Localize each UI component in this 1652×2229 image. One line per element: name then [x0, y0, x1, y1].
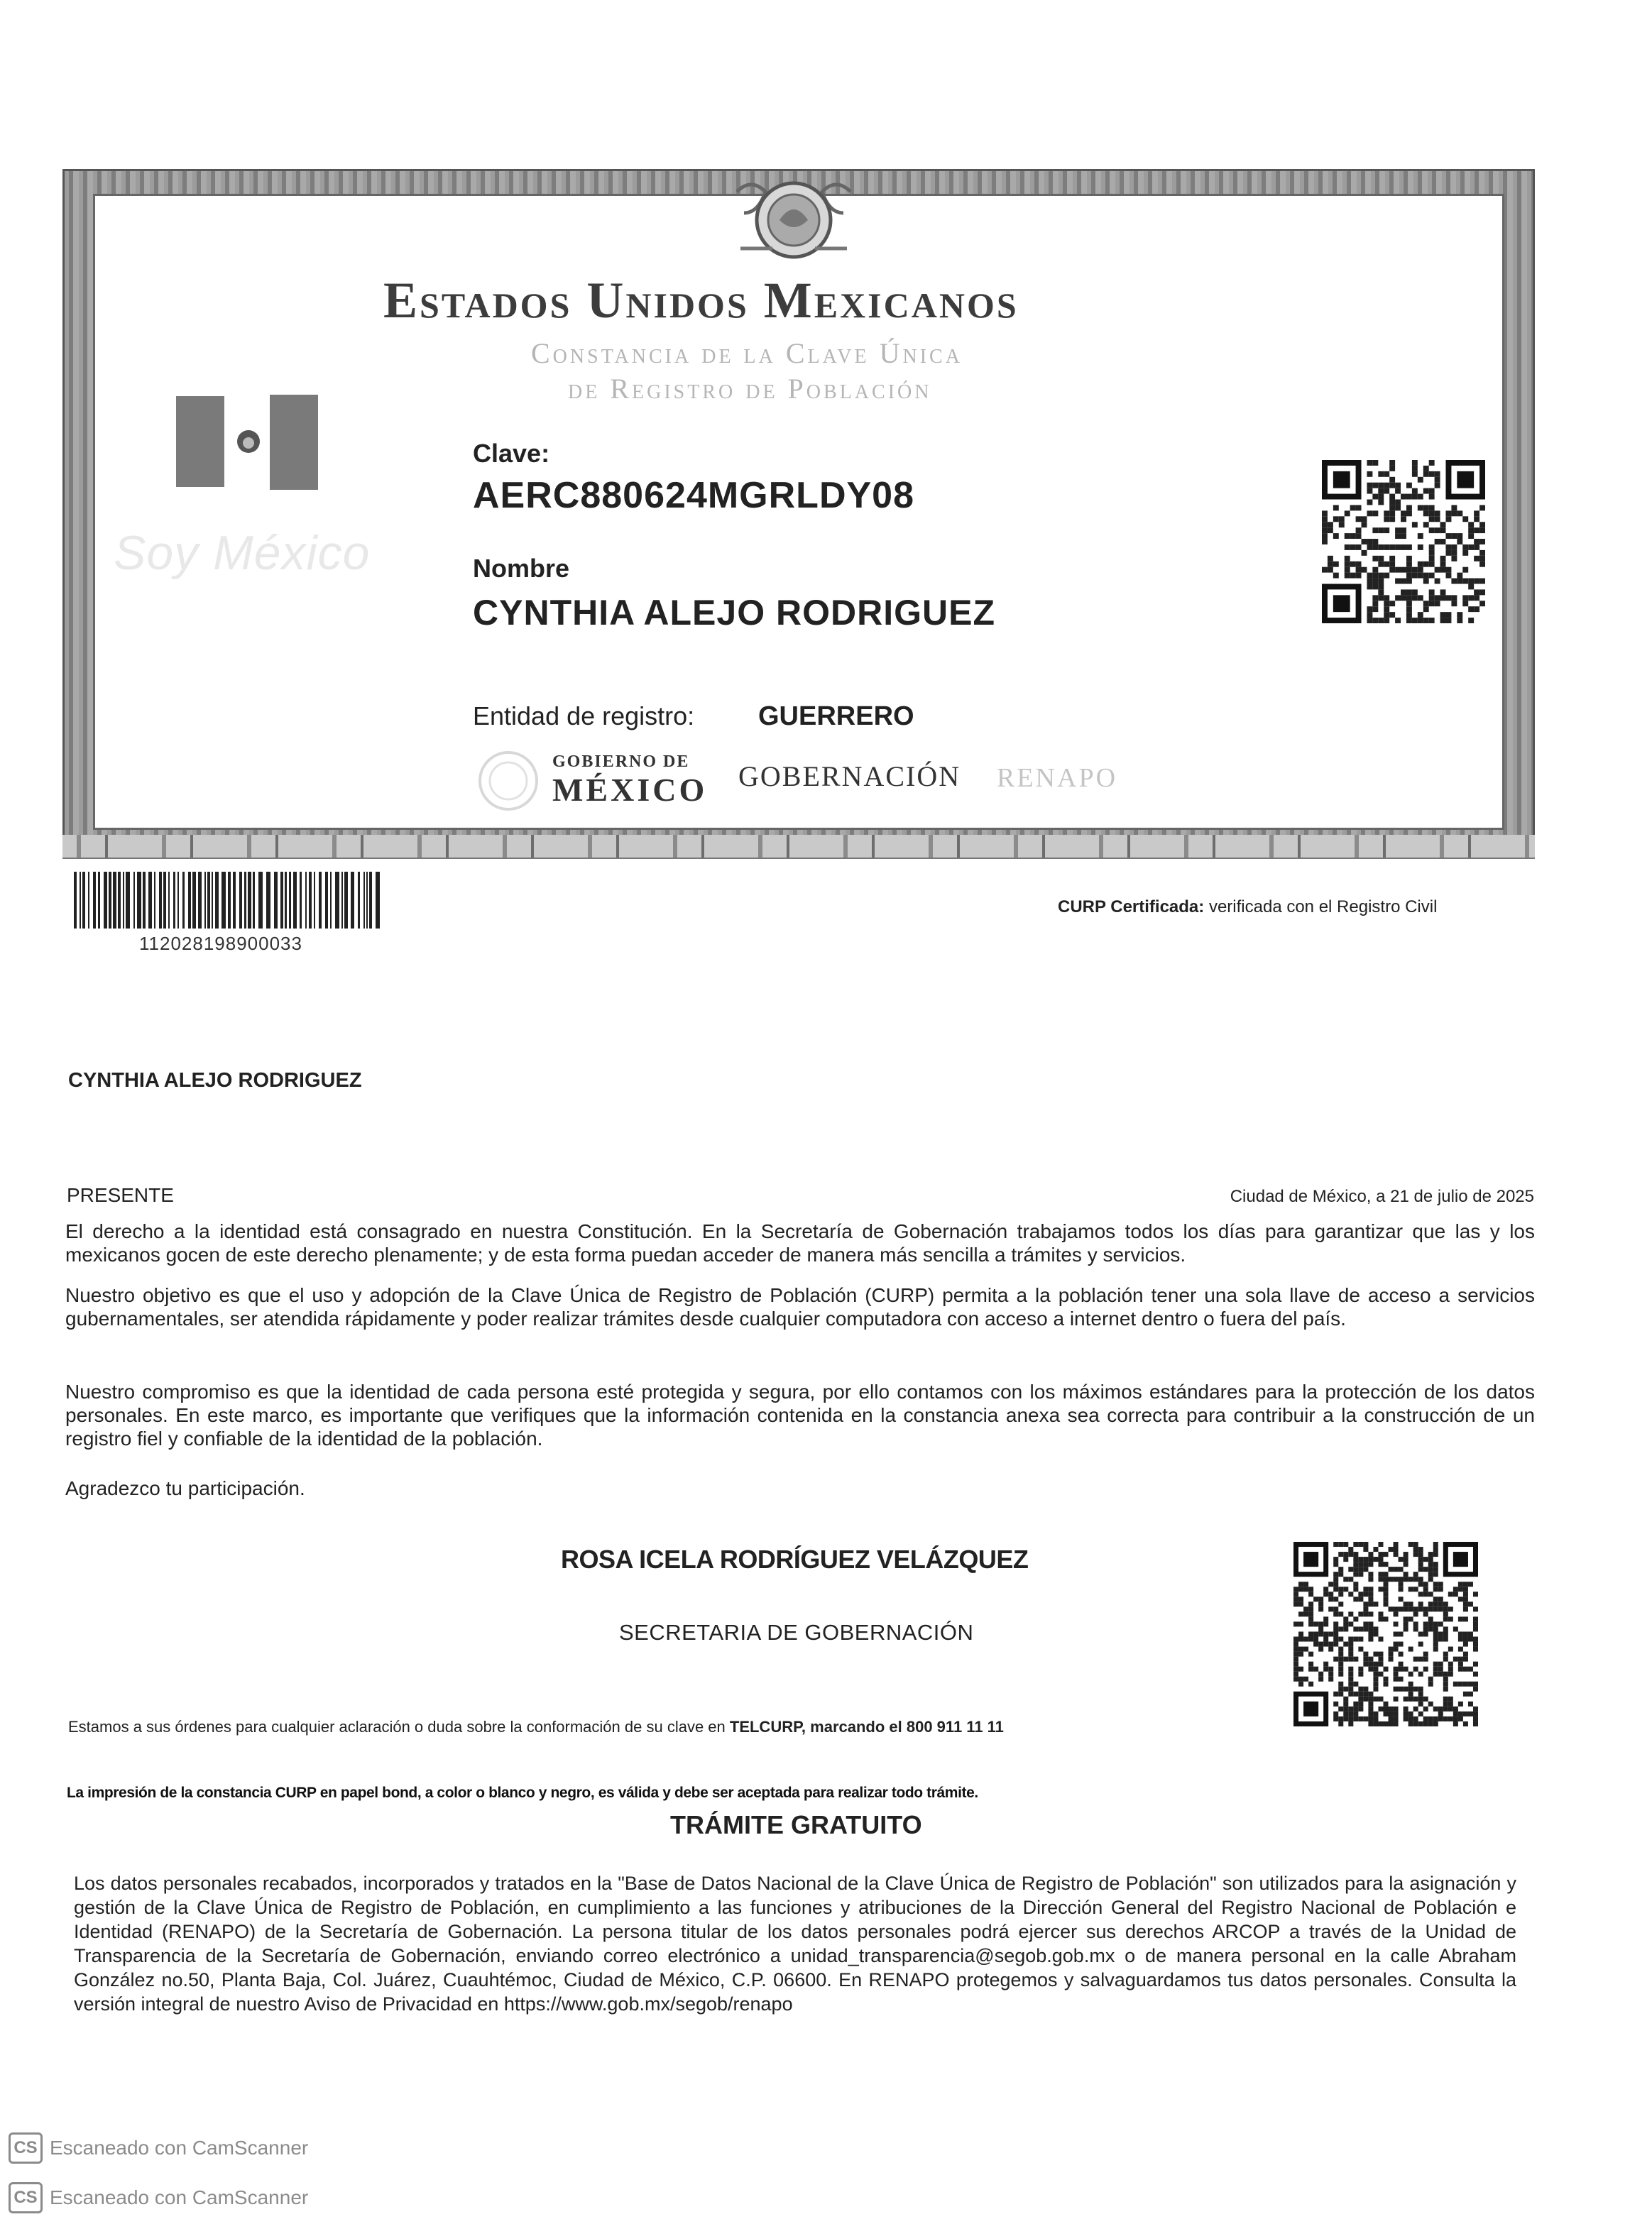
letter-date: Ciudad de México, a 21 de julio de 2025: [1230, 1187, 1534, 1206]
camscanner-watermark-2: [9, 2182, 308, 2213]
letter-addressee: CYNTHIA ALEJO RODRIGUEZ: [68, 1069, 362, 1092]
curp-certified-bold: CURP Certificada:: [1058, 897, 1205, 916]
qr-code-icon: [1322, 460, 1485, 623]
letter-paragraph-3: Nuestro compromiso es que la identidad de cada persona esté protegida y segura, por ello contamos con los máximos estándares para la protección de los datos personales. En este marco, es importante que verifiques que la información contenida en la constancia anexa sea correcta para contribuir a la construcción de un registro fiel y confiable de la identidad de la población.: [65, 1381, 1535, 1450]
telcurp-bold: TELCURP, marcando el 800 911 11 11: [729, 1718, 1004, 1736]
gobernacion-logo: GOBERNACIÓN: [738, 760, 961, 792]
barcode-number: 112028198900033: [139, 933, 302, 954]
letter-paragraph-4: Agradezco tu participación.: [65, 1477, 305, 1499]
certificate-title: Estados Unidos Mexicanos: [383, 272, 1019, 329]
telcurp-note: [68, 1718, 1004, 1736]
gobierno-emblem-icon: [474, 747, 542, 815]
certificate-bottom-strip: [62, 835, 1535, 859]
bond-notice: La impresión de la constancia CURP en papel bond, a color o blanco y negro, es válida y debe ser aceptada para realizar todo trámite.: [67, 1785, 978, 1801]
clave-label: Clave:: [473, 439, 550, 468]
nombre-value: CYNTHIA ALEJO RODRIGUEZ: [473, 593, 995, 632]
curp-certified-text: verificada con el Registro Civil: [1204, 897, 1438, 916]
camscanner-watermark-1: [9, 2132, 308, 2164]
camscanner-text-1: Escaneado con CamScanner: [50, 2137, 309, 2159]
clave-value: AERC880624MGRLDY08: [473, 475, 915, 516]
renapo-logo: RENAPO: [997, 763, 1118, 793]
barcode-icon: [74, 872, 381, 929]
privacy-notice: Los datos personales recabados, incorporados y tratados en la "Base de Datos Nacional de la Clave Única de Registro de Población" son utilizados para la asignación y gestión de la Clave Única de Registro de Población, en cumplimiento a las funciones y atribuciones de la Dirección General del Registro Nacional de Población e Identidad (RENAPO) de la Secretaría de Gobernación. La persona titular de los datos personales podrá ejercer sus derechos ARCOP a través de la Unidad de Transparencia de la Secretaría de Gobernación, enviando correo electrónico a unidad_transparencia@segob.gob.mx o de manera personal en la calle Abraham González no.50, Planta Baja, Col. Juárez, Cuauhtémoc, Ciudad de México, C.P. 06600. En RENAPO protegemos y salvaguardamos tus datos personales. Consulta la versión integral de nuestro Aviso de Privacidad en https://www.gob.mx/segob/renapo: [74, 1873, 1516, 2015]
camscanner-icon: CS: [9, 2182, 43, 2213]
nombre-label: Nombre: [473, 554, 570, 583]
curp-certified-note: [1058, 897, 1437, 917]
qr-code-secondary-icon: [1293, 1542, 1478, 1726]
certificate-subtitle-1: Constancia de la Clave Única: [531, 337, 963, 369]
signer-name: ROSA ICELA RODRÍGUEZ VELÁZQUEZ: [561, 1545, 1029, 1574]
telcurp-text: Estamos a sus órdenes para cualquier aclaración o duda sobre la conformación de su clave en: [68, 1718, 730, 1736]
flag-emblem-icon: [233, 426, 264, 457]
entidad-value: GUERRERO: [758, 701, 914, 731]
signer-role: SECRETARIA DE GOBERNACIÓN: [619, 1620, 974, 1645]
camscanner-icon: CS: [9, 2132, 43, 2164]
flag-left-stripe: [176, 396, 224, 487]
letter-paragraph-1: El derecho a la identidad está consagrado en nuestra Constitución. En la Secretaría de Gobernación trabajamos todos los días para garantizar que las y los mexicanos gocen de este derecho plenamente; y de esta forma puedan acceder de manera más sencilla a trámites y servicios.: [65, 1220, 1535, 1266]
national-seal-icon: [730, 170, 858, 277]
entidad-label: Entidad de registro:: [473, 701, 695, 730]
soy-mexico-watermark: Soy México: [114, 526, 371, 580]
flag-right-stripe: [270, 395, 318, 490]
letter-presente: PRESENTE: [67, 1184, 174, 1206]
gobierno-logo-small: GOBIERNO DE: [552, 752, 690, 771]
camscanner-text-2: Escaneado con CamScanner: [50, 2186, 309, 2208]
letter-paragraph-2: Nuestro objetivo es que el uso y adopción de la Clave Única de Registro de Población (CURP) permita a la población tener una sola llave de acceso a servicios gubernamentales, ser atendida rápidamente y poder realizar trámites desde cualquier computadora con acceso a internet dentro o fuera del país.: [65, 1284, 1535, 1330]
gobierno-logo-big: MÉXICO: [552, 772, 708, 808]
certificate-subtitle-2: de Registro de Población: [568, 373, 932, 405]
tramite-gratuito: TRÁMITE GRATUITO: [670, 1810, 922, 1839]
